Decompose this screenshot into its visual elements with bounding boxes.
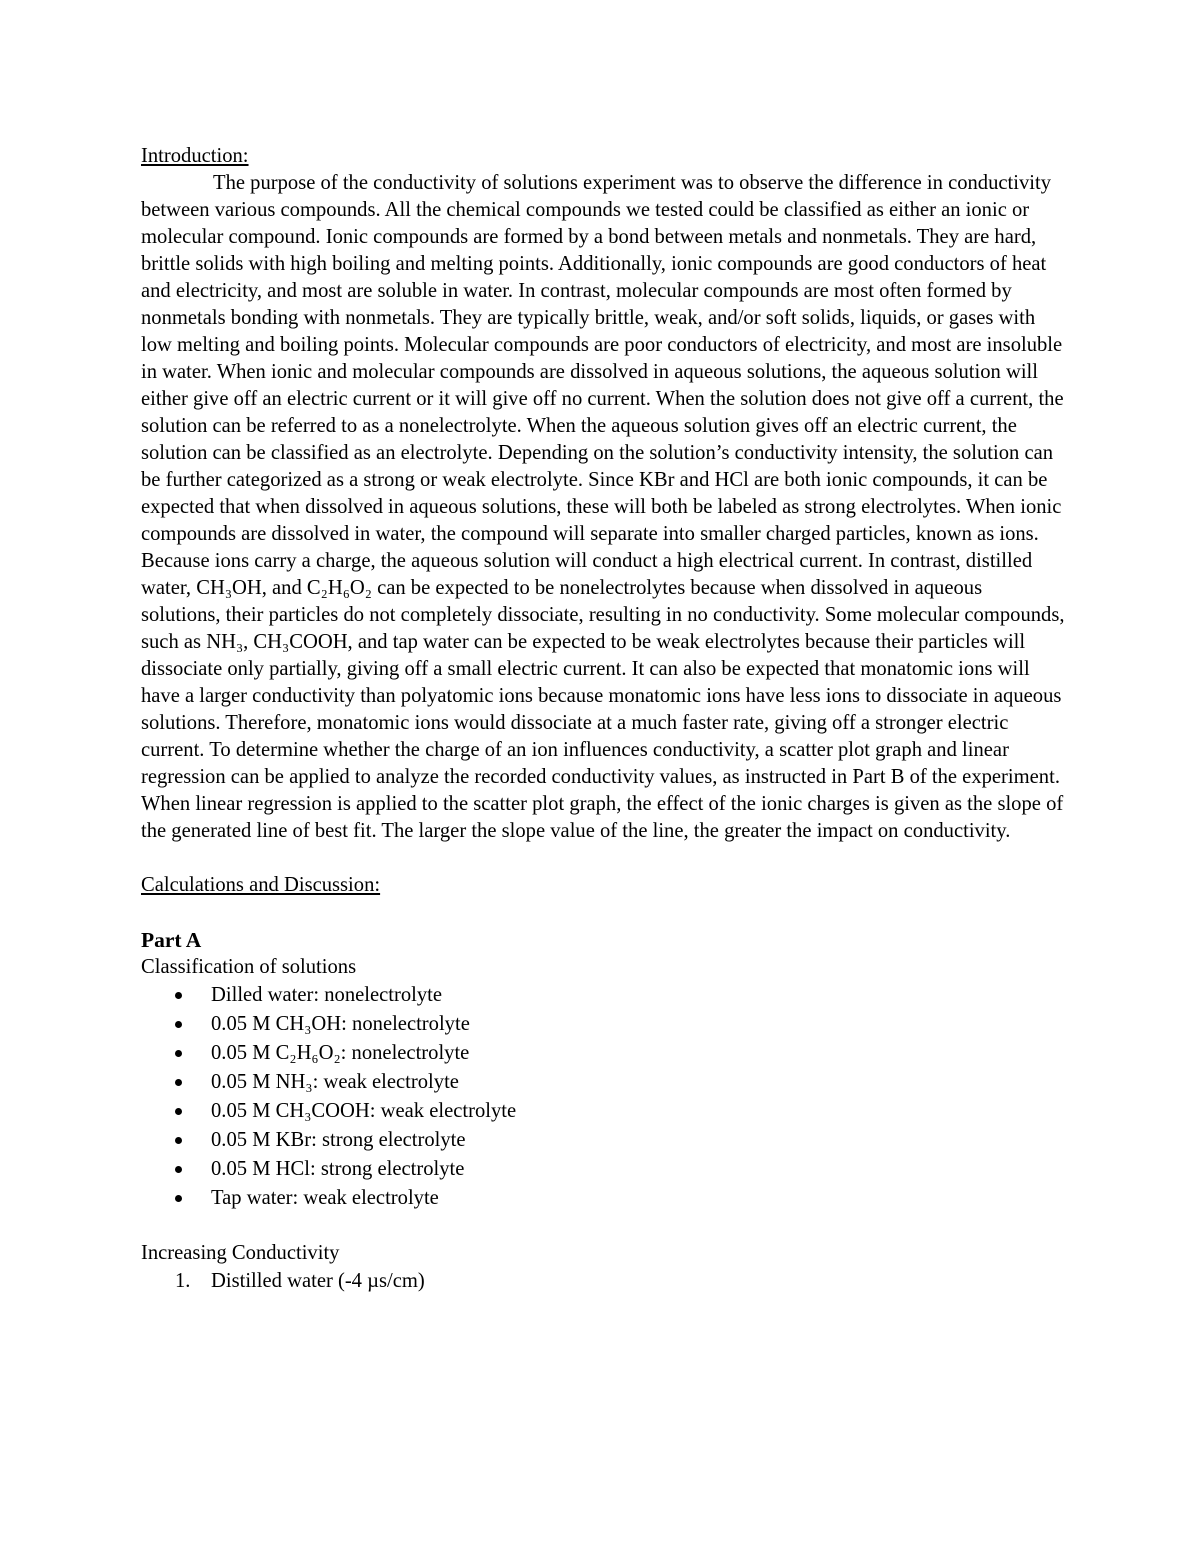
list-item: 0.05 M KBr: strong electrolyte xyxy=(141,1126,1066,1155)
bullet-icon xyxy=(175,1021,182,1028)
list-item: 1. Distilled water (-4 µs/cm) xyxy=(141,1267,1066,1296)
list-item: 0.05 M HCl: strong electrolyte xyxy=(141,1155,1066,1184)
list-item: 0.05 M CH₃COOH: weak electrolyte xyxy=(141,1097,1066,1126)
list-number: 1. xyxy=(175,1270,191,1292)
calculations-heading: Calculations and Discussion: xyxy=(141,874,381,896)
introduction-paragraph: The purpose of the conductivity of solutions experiment was to observe the difference in conductivity between various compounds. All the chemical compounds we tested could be classified as either an ionic or molecular compound. Ionic compounds are formed by a bond between metals and nonmetals. They are hard, brittle solids with high boiling and melting points. Additionally, ionic compounds are good conductors of heat and electricity, and most are soluble in water. In contrast, molecular compounds are most often formed by nonmetals bonding with nonmetals. They are typically brittle, weak, and/or soft solids, liquids, or gases with low melting and boiling points. Molecular compounds are poor conductors of electricity, and most are insoluble in water. When ionic and molecular compounds are dissolved in aqueous solutions, the aqueous solution will either give off an electric current or it will give off no current. When the solution does not give off a current, the solution can be referred to as a nonelectrolyte. When the aqueous solution gives off an electric current, the solution can be classified as an electrolyte. Depending on the solution’s conductivity intensity, the solution can be further categorized as a strong or weak electrolyte. Since KBr and HCl are both ionic compounds, it can be expected that when dissolved in aqueous solutions, these will both be labeled as strong electrolytes. When ionic compounds are dissolved in water, the compound will separate into smaller charged particles, known as ions. Because ions carry a charge, the aqueous solution will conduct a high electrical current. In contrast, distilled water, CH₃OH, and C₂H₆O₂ can be expected to be nonelectrolytes because when dissolved in aqueous solutions, their particles do not completely dissociate, resulting in no conductivity. Some molecular compounds, such as NH₃, CH₃COOH, and tap water can be expected to be weak electrolytes because their particles will dissociate only partially, giving off a small electric current. It can also be expected that monatomic ions will have a larger conductivity than polyatomic ions because monatomic ions have less ions to dissociate in aqueous solutions. Therefore, monatomic ions would dissociate at a much faster rate, giving off a stronger electric current. To determine whether the charge of an ion influences conductivity, a scatter plot graph and linear regression can be applied to analyze the recorded conductivity values, as instructed in Part B of the experiment. When linear regression is applied to the scatter plot graph, the effect of the ionic charges is given as the slope of the generated line of best fit. The larger the slope value of the line, the greater the impact on conductivity. xyxy=(141,172,1065,842)
increasing-conductivity-list xyxy=(141,1267,1066,1296)
document-content xyxy=(141,143,1066,1296)
bullet-icon xyxy=(175,992,182,999)
list-item: 0.05 M CH₃OH: nonelectrolyte xyxy=(141,1010,1066,1039)
section-spacer xyxy=(141,845,1066,872)
bullet-icon xyxy=(175,1137,182,1144)
list-item: 0.05 M C₂H₆O₂: nonelectrolyte xyxy=(141,1039,1066,1068)
bullet-icon xyxy=(175,1108,182,1115)
bullet-icon xyxy=(175,1079,182,1086)
classification-heading: Classification of solutions xyxy=(141,956,357,978)
list-item: Dilled water: nonelectrolyte xyxy=(141,981,1066,1010)
section-spacer xyxy=(141,1213,1066,1240)
classification-list xyxy=(141,981,1066,1213)
bullet-icon xyxy=(175,1166,182,1173)
section-spacer xyxy=(141,899,1066,926)
list-item: 0.05 M NH₃: weak electrolyte xyxy=(141,1068,1066,1097)
bullet-icon xyxy=(175,1050,182,1057)
increasing-conductivity-heading: Increasing Conductivity xyxy=(141,1242,340,1264)
introduction-heading: Introduction: xyxy=(141,145,249,167)
list-item: Tap water: weak electrolyte xyxy=(141,1184,1066,1213)
bullet-icon xyxy=(175,1195,182,1202)
part-a-title: Part A xyxy=(141,928,202,952)
